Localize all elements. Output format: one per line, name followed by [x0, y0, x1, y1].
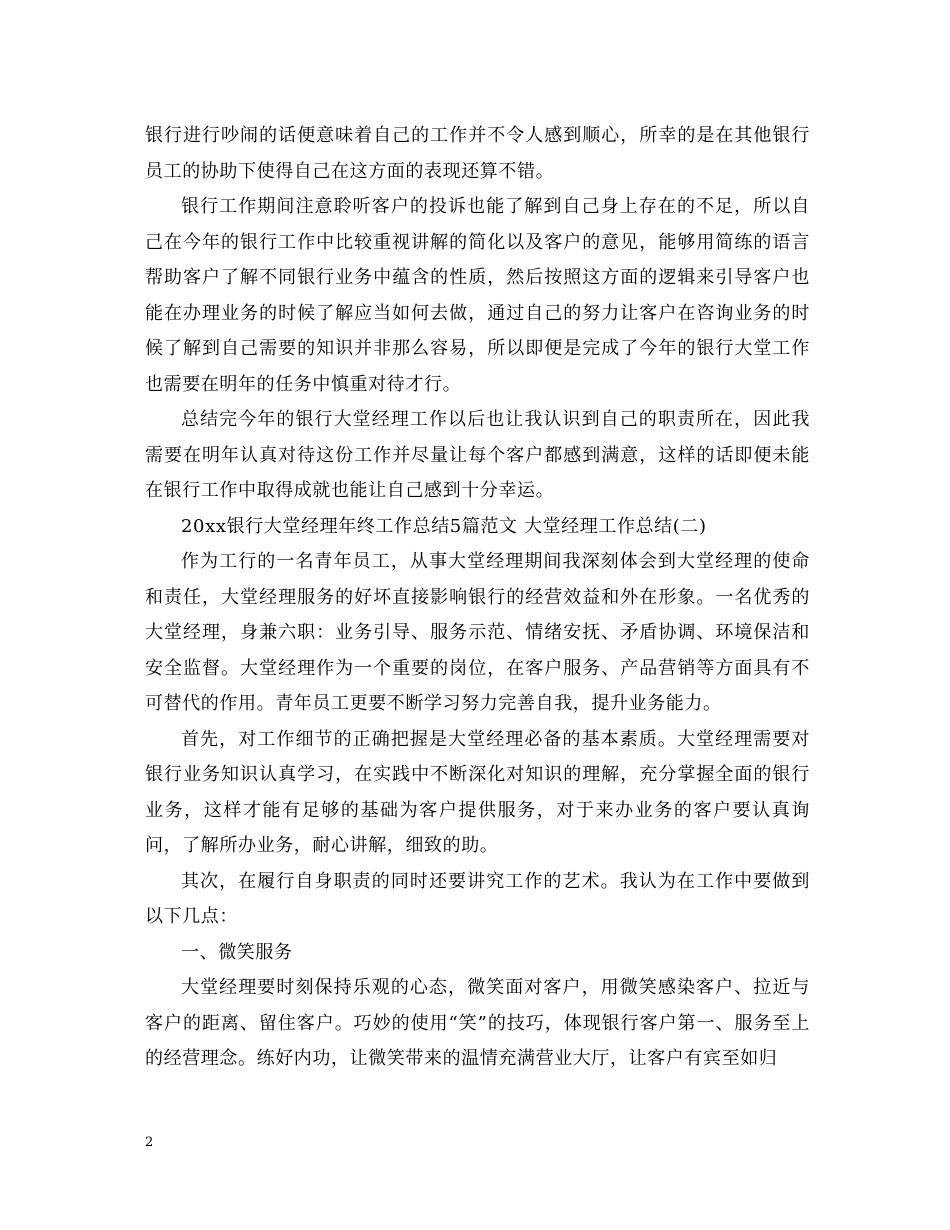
paragraph-5: 作为工行的一名青年员工，从事大堂经理期间我深刻体会到大堂经理的使命和责任，大堂经理服务的好坏直接影响银行的经营效益和外在形象。一名优秀的大堂经理，身兼六职：业务引导、服务示范、情绪安抚、矛盾协调、环境保洁和安全监督。大堂经理作为一个重要的岗位，在客户服务、产品营销等方面具有不可替代的作用。青年员工更要不断学习努力完善自我，提升业务能力。: [145, 551, 810, 714]
document-body: [145, 118, 810, 1077]
paragraph-6: 首先，对工作细节的正确把握是大堂经理必备的基本素质。大堂经理需要对银行业务知识认真学习，在实践中不断深化对知识的理解，充分掌握全面的银行业务，这样才能有足够的基础为客户提供服务，对于来办业务的客户要认真询问，了解所办业务，耐心讲解，细致的助。: [145, 728, 810, 856]
paragraph-7: 其次，在履行自身职责的同时还要讲究工作的艺术。我认为在工作中要做到以下几点：: [145, 870, 810, 927]
page-number: 2: [145, 1135, 154, 1150]
section-heading: 20xx银行大堂经理年终工作总结5篇范文 大堂经理工作总结(二): [181, 515, 707, 537]
subheading-smile-service: 一、微笑服务: [181, 941, 293, 963]
paragraph-3: 总结完今年的银行大堂经理工作以后也让我认识到自己的职责所在，因此我需要在明年认真对待这份工作并尽量让每个客户都感到满意，这样的话即便未能在银行工作中取得成就也能让自己感到十分幸运。: [145, 409, 810, 501]
paragraph-2: 银行工作期间注意聆听客户的投诉也能了解到自己身上存在的不足，所以自己在今年的银行工作中比较重视讲解的简化以及客户的意见，能够用简练的语言帮助客户了解不同银行业务中蕴含的性质，然后按照这方面的逻辑来引导客户也能在办理业务的时候了解应当如何去做，通过自己的努力让客户在咨询业务的时候了解到自己需要的知识并非那么容易，所以即便是完成了今年的银行大堂工作也需要在明年的任务中慎重对待才行。: [145, 196, 810, 395]
paragraph-9: 大堂经理要时刻保持乐观的心态，微笑面对客户，用微笑感染客户、拉近与客户的距离、留住客户。巧妙的使用“笑”的技巧，体现银行客户第一、服务至上的经营理念。练好内功，让微笑带来的温情充满营业大厅，让客户有宾至如归: [145, 977, 810, 1069]
paragraph-1: 银行进行吵闹的话便意味着自己的工作并不令人感到顺心，所幸的是在其他银行员工的协助下使得自己在这方面的表现还算不错。: [145, 125, 810, 182]
